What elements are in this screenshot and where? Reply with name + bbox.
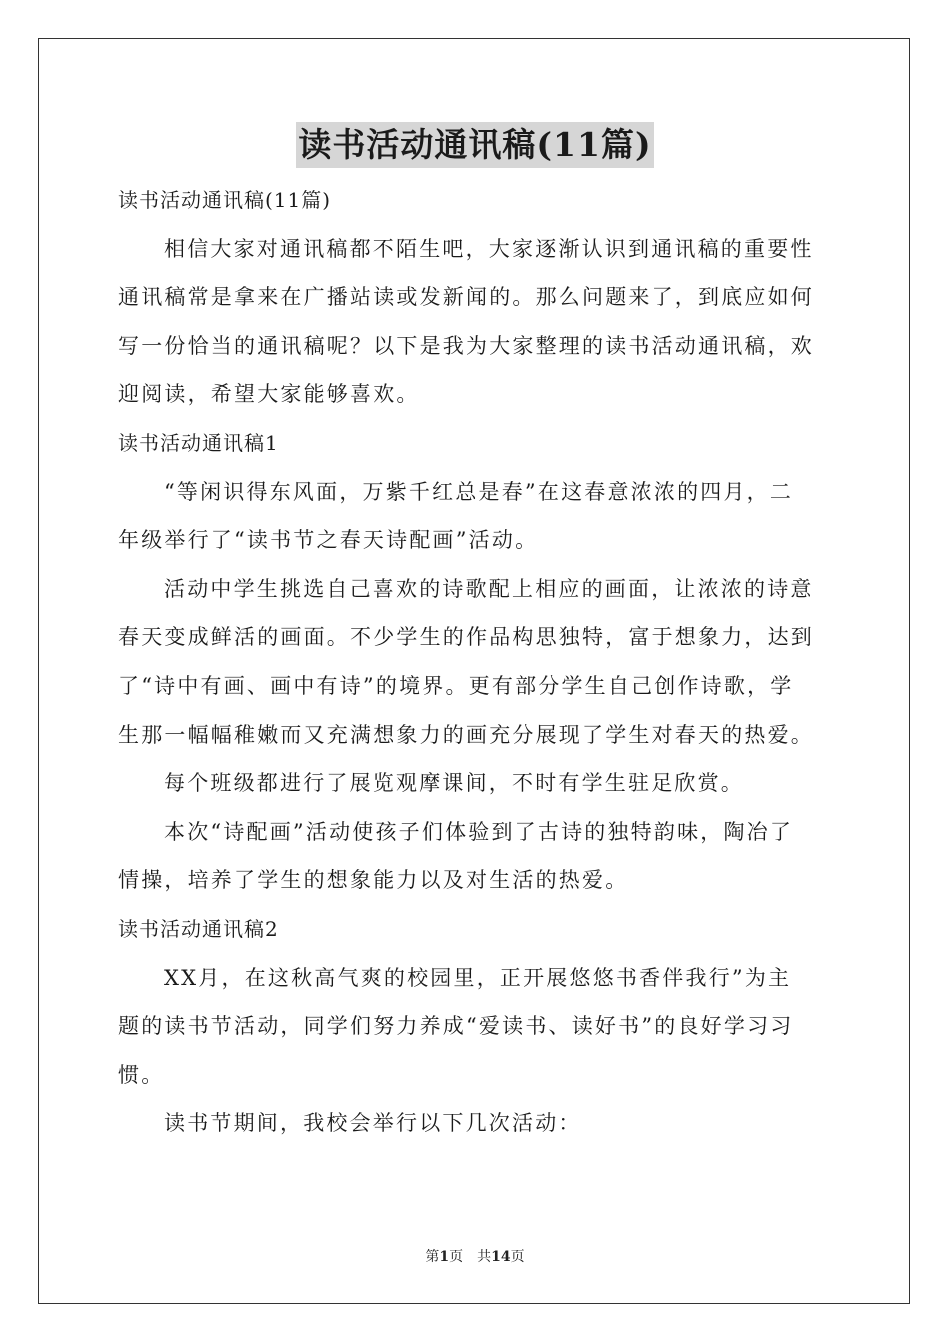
footer-page-number: 1 [439,1249,450,1265]
paragraph-line: 相信大家对通讯稿都不陌生吧，大家逐渐认识到通讯稿的重要性 [164,236,814,261]
title-container [0,122,950,168]
paragraph-line: 了“诗中有画、画中有诗”的境界。更有部分学生自己创作诗歌，学 [118,673,794,698]
paragraph-line: “等闲识得东风面，万紫千红总是春”在这春意浓浓的四月，二 [164,479,794,504]
footer-total-pages: 14 [491,1249,511,1265]
paragraph-line: 每个班级都进行了展览观摩课间，不时有学生驻足欣赏。 [164,771,744,796]
section-heading: 读书活动通讯稿(11篇) [118,188,332,212]
page-footer [0,1246,950,1266]
paragraph-line: 春天变成鲜活的画面。不少学生的作品构思独特，富于想象力，达到 [118,625,814,650]
paragraph-line: 情操，培养了学生的想象能力以及对生活的热爱。 [118,868,629,893]
paragraph-line: 题的读书节活动，同学们努力养成“爱读书、读好书”的良好学习习 [118,1014,794,1039]
footer-suffix: 页 [510,1249,525,1265]
paragraph-line: XX月，在这秋高气爽的校园里，正开展悠悠书香伴我行”为主 [164,965,792,990]
document-body [118,176,834,1148]
paragraph-line: 写一份恰当的通讯稿呢？以下是我为大家整理的读书活动通讯稿，欢 [118,333,814,358]
document-title: 读书活动通讯稿(11篇) [296,122,653,168]
section-heading: 读书活动通讯稿2 [118,916,279,941]
paragraph-line: 惯。 [118,1062,165,1087]
paragraph-line: 活动中学生挑选自己喜欢的诗歌配上相应的画面，让浓浓的诗意 [164,576,814,601]
footer-mid: 页 共 [449,1249,492,1265]
paragraph-line: 生那一幅幅稚嫩而又充满想象力的画充分展现了学生对春天的热爱。 [118,722,814,747]
paragraph-line: 迎阅读，希望大家能够喜欢。 [118,382,420,407]
paragraph-line: 年级举行了“读书节之春天诗配画”活动。 [118,528,539,553]
section-heading: 读书活动通讯稿1 [118,430,279,455]
footer-prefix: 第 [425,1249,440,1265]
paragraph-line: 通讯稿常是拿来在广播站读或发新闻的。那么问题来了，到底应如何 [118,285,814,310]
paragraph-line: 读书节期间，我校会举行以下几次活动： [164,1111,582,1136]
paragraph-line: 本次“诗配画”活动使孩子们体验到了古诗的独特韵味，陶冶了 [164,819,794,844]
